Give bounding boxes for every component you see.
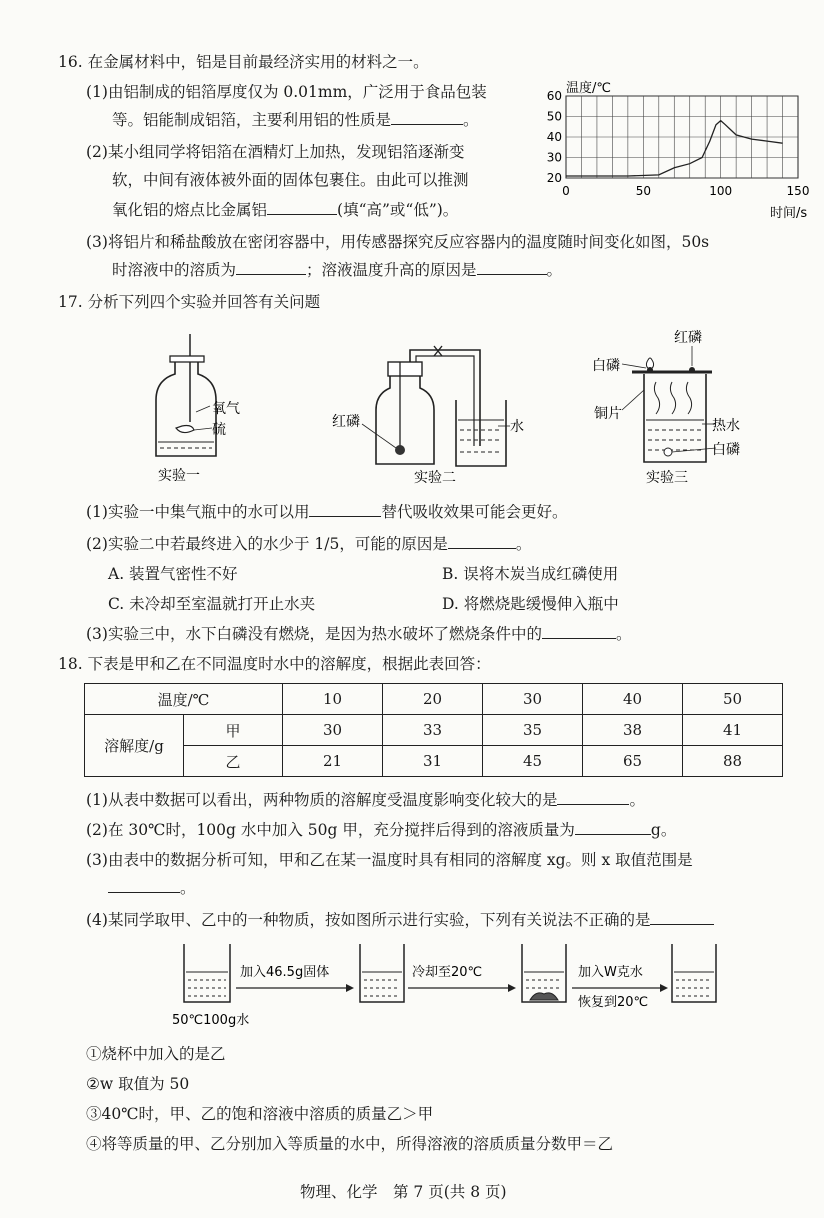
- answer-blank[interactable]: [267, 213, 337, 215]
- row-label-jia: 甲: [184, 715, 283, 746]
- exp3-white-phosphorus-label: 白磷: [712, 442, 740, 458]
- table-cell: 65: [583, 746, 683, 777]
- q18-p1-line: (1)从表中数据可以看出，两种物质的溶解度受温度影响变化较大的是 。: [86, 791, 645, 809]
- x-tick-label: 150: [786, 184, 810, 198]
- chart-ticks: [547, 89, 810, 198]
- flow-step3b-label: 恢复到20℃: [578, 995, 649, 1010]
- beaker-1: [184, 944, 230, 1002]
- x-tick-label: 50: [635, 184, 651, 198]
- q18-p2-line: (2)在 30℃时，100g 水中加入 50g 甲，充分搅拌后得到的溶液质量为 g。: [86, 821, 677, 839]
- table-cell: 31: [383, 746, 483, 777]
- q16-p3a: (3)将铝片和稀盐酸放在密闭容器中，用传感器探究反应容器内的温度随时间变化如图，50s: [86, 233, 710, 251]
- q16-title: 16. 在金属材料中，铝是目前最经济实用的材料之一。: [58, 53, 429, 71]
- page-footer: 物理、化学 第 7 页(共 8 页): [300, 1183, 507, 1201]
- answer-blank[interactable]: [575, 833, 651, 835]
- temp-header: 温度/℃: [85, 684, 283, 715]
- exp2-caption: 实验二: [414, 470, 456, 486]
- answer-blank[interactable]: [448, 547, 516, 549]
- y-tick-label: 30: [546, 150, 562, 165]
- q17-p1-line: (1)实验一中集气瓶中的水可以用 替代吸收效果可能会更好。: [86, 503, 568, 521]
- flow-step2-label: 冷却至20℃: [412, 965, 483, 980]
- q16-p1a: (1)由铝制成的铝箔厚度仅为 0.01mm，广泛用于食品包装: [86, 83, 487, 101]
- exp1-caption: 实验一: [158, 468, 200, 484]
- q18-p3b-line: 。: [108, 876, 196, 898]
- y-tick-label: 20: [546, 171, 562, 185]
- table-cell: 30: [283, 715, 383, 746]
- answer-blank[interactable]: [477, 273, 547, 275]
- exp3-white-phosphorus-top-label: 白磷: [592, 358, 620, 374]
- row-label-yi: 乙: [184, 746, 283, 777]
- exp3-hot-water-label: 热水: [712, 418, 740, 434]
- q18-statement-1: ①烧杯中加入的是乙: [86, 1045, 226, 1063]
- table-row: [85, 746, 783, 777]
- q17-p2-line: (2)实验二中若最终进入的水少于 1/5，可能的原因是 。: [86, 535, 532, 553]
- table-cell: 40: [583, 684, 683, 715]
- y-tick-label: 60: [546, 89, 562, 103]
- q16-p1b-line: 等。铝能制成铝箔，主要利用铝的性质是 。: [112, 111, 479, 129]
- beaker-4: [672, 944, 716, 1002]
- experiment-flow-diagram: [160, 936, 720, 1030]
- table-cell: 21: [283, 746, 383, 777]
- table-cell: 20: [383, 684, 483, 715]
- q16-p3b-line: 时溶液中的溶质为 ；溶液温度升高的原因是 。: [112, 261, 563, 279]
- y-axis-label: 温度/℃: [566, 81, 611, 96]
- table-cell: 88: [683, 746, 783, 777]
- table-cell: 30: [483, 684, 583, 715]
- y-tick-label: 50: [546, 109, 562, 124]
- flow-step3a-label: 加入W克水: [578, 965, 643, 980]
- q17-option-a: A. 装置气密性不好: [108, 565, 238, 583]
- exp1-sulfur-label: 硫: [212, 422, 226, 438]
- table-cell: 50: [683, 684, 783, 715]
- experiment-1-diagram: [140, 330, 260, 490]
- temperature-time-chart: [540, 76, 820, 224]
- exp1-oxygen-label: 氧气: [212, 401, 240, 417]
- table-row: [85, 715, 783, 746]
- q18-statement-3: ③40℃时，甲、乙的饱和溶液中溶质的质量乙＞甲: [86, 1105, 434, 1123]
- q17-option-b: B. 误将木炭当成红磷使用: [442, 565, 619, 583]
- q16-p2c-line: 氧化铝的熔点比金属铝 (填“高”或“低”)。: [112, 201, 459, 219]
- q18-p4-line: (4)某同学取甲、乙中的一种物质，按如图所示进行实验，下列有关说法不正确的是: [86, 908, 714, 930]
- q17-option-d: D. 将燃烧匙缓慢伸入瓶中: [442, 595, 619, 613]
- table-cell: 41: [683, 715, 783, 746]
- exp2-water-label: 水: [510, 419, 524, 435]
- q18-statement-4: ④将等质量的甲、乙分别加入等质量的水中，所得溶液的溶质质量分数甲＝乙: [86, 1135, 614, 1153]
- solubility-table: [84, 683, 783, 777]
- table-cell: 33: [383, 715, 483, 746]
- beaker-3: [522, 944, 566, 1002]
- q16-p2a: (2)某小组同学将铝箔在酒精灯上加热，发现铝箔逐渐变: [86, 143, 465, 161]
- exp3-copper-label: 铜片: [594, 406, 622, 422]
- experiment-2-diagram: [330, 336, 540, 492]
- q17-option-c: C. 未冷却至室温就打开止水夹: [108, 595, 316, 613]
- x-axis-label: 时间/s: [770, 206, 808, 221]
- q18-statement-2: ②w 取值为 50: [86, 1075, 190, 1093]
- q16-p2b: 软，中间有液体被外面的固体包裹住。由此可以推测: [112, 171, 469, 189]
- table-cell: 10: [283, 684, 383, 715]
- q17-title: 17. 分析下列四个实验并回答有关问题: [58, 293, 321, 311]
- solubility-header: 溶解度/g: [85, 715, 184, 777]
- x-tick-label: 0: [562, 184, 570, 198]
- answer-blank[interactable]: [650, 923, 714, 925]
- table-cell: 45: [483, 746, 583, 777]
- answer-blank[interactable]: [557, 803, 629, 805]
- answer-blank[interactable]: [108, 891, 180, 893]
- answer-blank[interactable]: [309, 515, 381, 517]
- q17-p3-line: (3)实验三中，水下白磷没有燃烧，是因为热水破坏了燃烧条件中的 。: [86, 625, 632, 643]
- beaker-2: [360, 944, 404, 1002]
- x-tick-label: 100: [709, 184, 733, 198]
- answer-blank[interactable]: [236, 273, 306, 275]
- q18-title: 18. 下表是甲和乙在不同温度时水中的溶解度，根据此表回答：: [58, 655, 491, 673]
- exp3-red-phosphorus-label: 红磷: [674, 330, 702, 346]
- table-cell: 35: [483, 715, 583, 746]
- answer-blank[interactable]: [542, 637, 616, 639]
- answer-blank[interactable]: [391, 123, 463, 125]
- experiment-3-diagram: [588, 320, 764, 492]
- flow-step1-label: 加入46.5g固体: [240, 965, 330, 980]
- exp2-red-phosphorus-label: 红磷: [332, 414, 360, 430]
- q18-p3a: (3)由表中的数据分析可知，甲和乙在某一温度时具有相同的溶解度 xg。则 x 取值范围是: [86, 851, 693, 869]
- flow-beaker-label: 50℃100g水: [172, 1013, 250, 1028]
- table-row: [85, 684, 783, 715]
- exp3-caption: 实验三: [646, 470, 688, 486]
- y-tick-label: 40: [546, 130, 562, 144]
- table-cell: 38: [583, 715, 683, 746]
